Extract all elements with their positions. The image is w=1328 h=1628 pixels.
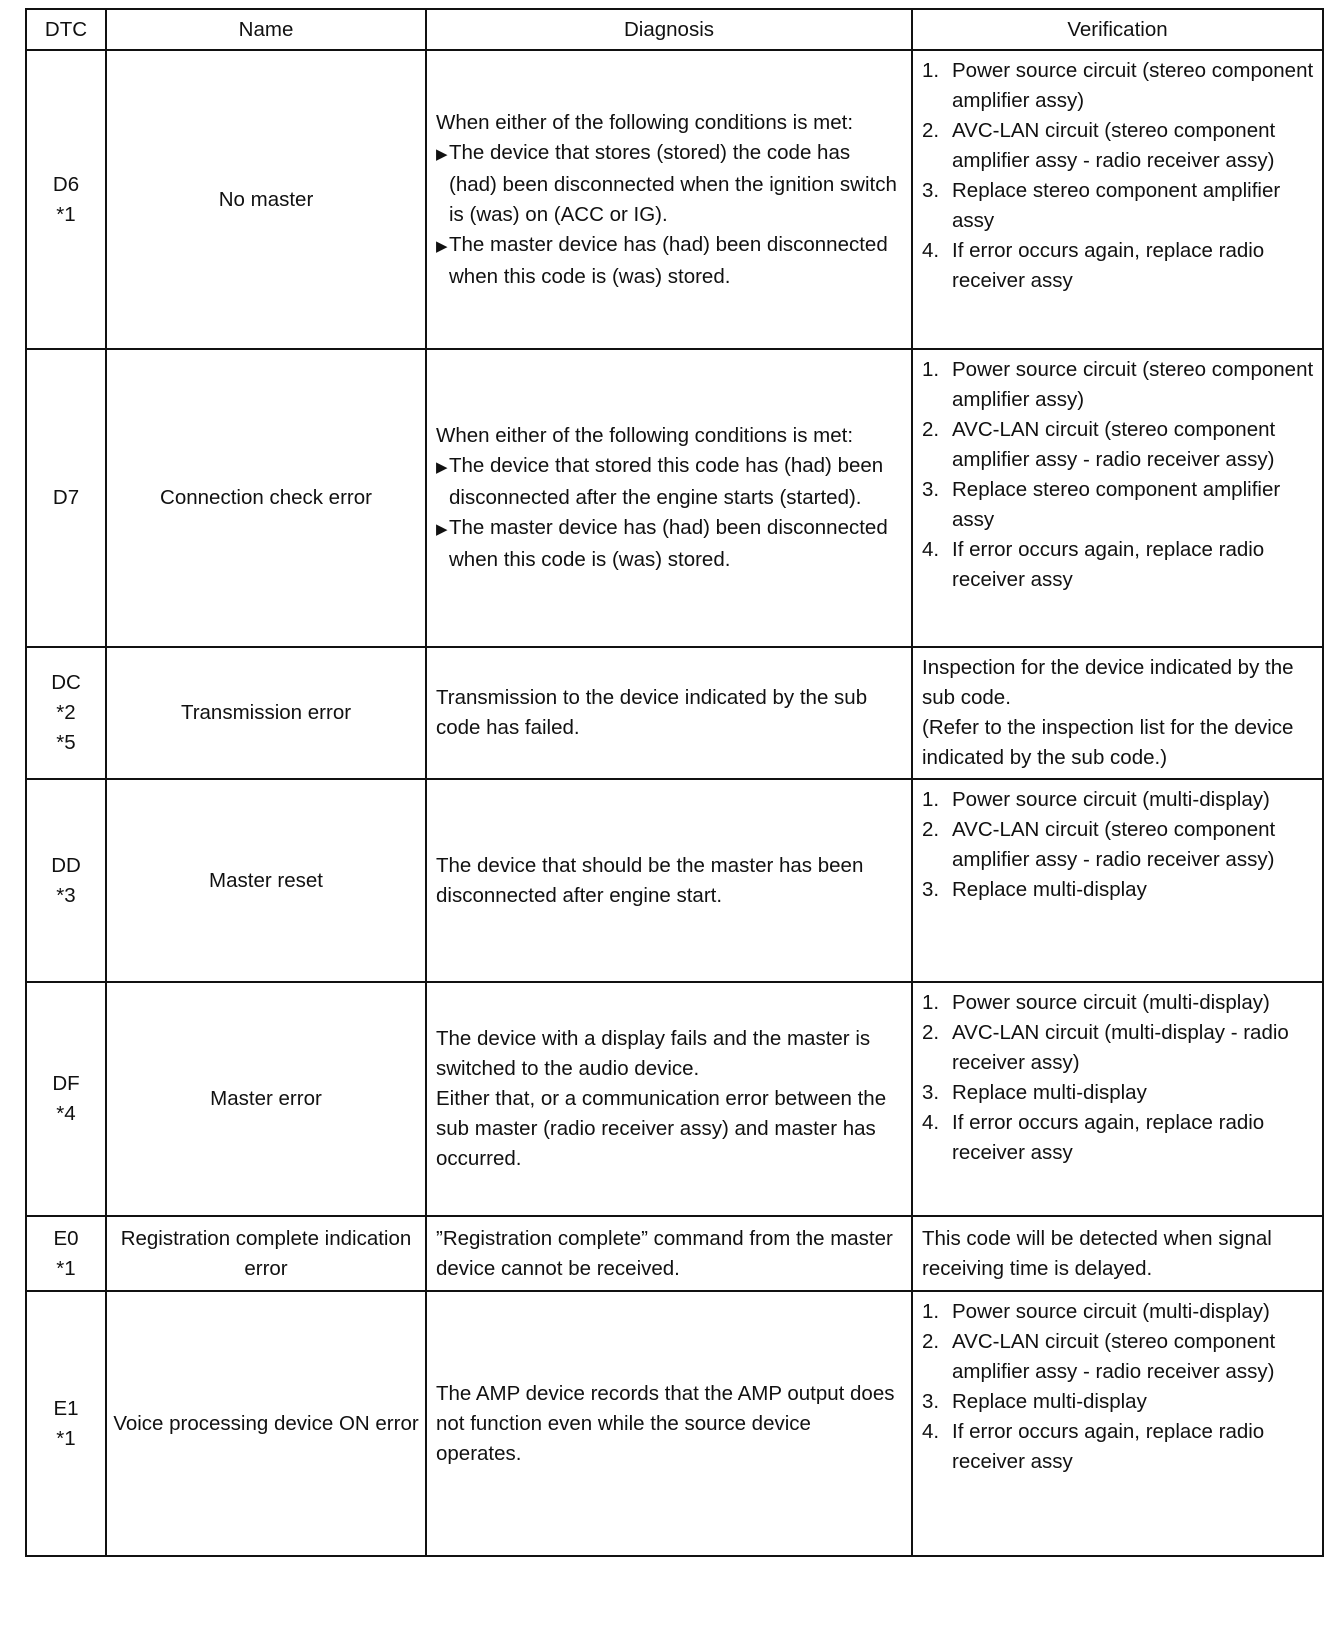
verification-step: 4. If error occurs again, replace radio receiver assy bbox=[922, 538, 1265, 591]
dtc-name: Connection check error bbox=[106, 349, 426, 647]
verification-step: 3. Replace multi-display bbox=[922, 1390, 1147, 1413]
verification-step: 2. AVC-LAN circuit (stereo component amplifier assy - radio receiver assy) bbox=[922, 418, 1276, 471]
diagnosis-cell bbox=[426, 982, 912, 1216]
dtc-name: Master reset bbox=[106, 779, 426, 982]
bullet-arrow-icon: ▶ bbox=[436, 145, 448, 163]
table-row bbox=[26, 1291, 1323, 1556]
verification-step: 3. Replace multi-display bbox=[922, 1081, 1147, 1104]
verification-step: 2. AVC-LAN circuit (stereo component amplifier assy - radio receiver assy) bbox=[922, 119, 1276, 172]
dtc-name: Transmission error bbox=[106, 647, 426, 779]
verification-step: 3. Replace multi-display bbox=[922, 878, 1147, 901]
verification-step: 1. Power source circuit (multi-display) bbox=[922, 788, 1270, 811]
verification-cell bbox=[912, 779, 1323, 982]
diagnosis-text: ”Registration complete” command from the master device cannot be received. bbox=[436, 1226, 893, 1280]
verification-text: This code will be detected when signal receiving time is delayed. bbox=[922, 1226, 1272, 1280]
diagnosis-bullet: ▶The master device has (had) been disconnected when this code is (was) stored. bbox=[436, 516, 888, 571]
diagnosis-bullet: ▶The master device has (had) been disconnected when this code is (was) stored. bbox=[436, 232, 888, 288]
dtc-name: Registration complete indication error bbox=[106, 1216, 426, 1291]
verification-cell bbox=[912, 1291, 1323, 1556]
verification-step: 3. Replace stereo component amplifier assy bbox=[922, 179, 1281, 232]
verification-step: 4. If error occurs again, replace radio receiver assy bbox=[922, 1420, 1265, 1473]
dtc-note: *1 bbox=[56, 1426, 76, 1450]
dtc-note: *3 bbox=[56, 883, 76, 907]
diagnosis-cell bbox=[426, 50, 912, 349]
dtc-code-cell bbox=[26, 50, 106, 349]
dtc-code-cell bbox=[26, 1291, 106, 1556]
verification-step: 4. If error occurs again, replace radio receiver assy bbox=[922, 1111, 1265, 1164]
diagnosis-intro: When either of the following conditions is met: bbox=[436, 110, 854, 134]
table-row bbox=[26, 349, 1323, 647]
dtc-note: *4 bbox=[56, 1102, 76, 1125]
dtc-note: *5 bbox=[56, 731, 76, 754]
dtc-code: D6 bbox=[52, 172, 80, 196]
diagnosis-text: Transmission to the device indicated by the sub code has failed. bbox=[436, 686, 868, 739]
verification-step: 2. AVC-LAN circuit (multi-display - radio receiver assy) bbox=[922, 1021, 1289, 1074]
dtc-name: No master bbox=[106, 50, 426, 349]
dtc-code: DD bbox=[51, 853, 81, 877]
verification-step: 1. Power source circuit (multi-display) bbox=[922, 991, 1270, 1014]
table-row bbox=[26, 1216, 1323, 1291]
diagnosis-cell bbox=[426, 1291, 912, 1556]
dtc-note: *1 bbox=[56, 202, 76, 226]
dtc-code-cell bbox=[26, 779, 106, 982]
verification-text: (Refer to the inspection list for the device indicated by the sub code.) bbox=[922, 716, 1294, 769]
dtc-code: D7 bbox=[52, 486, 80, 509]
table-row bbox=[26, 647, 1323, 779]
verification-cell bbox=[912, 50, 1323, 349]
header-dtc: DTC bbox=[26, 9, 106, 50]
verification-cell bbox=[912, 647, 1323, 779]
verification-text: Inspection for the device indicated by the sub code. bbox=[922, 656, 1294, 709]
dtc-code: E1 bbox=[53, 1396, 79, 1420]
dtc-table bbox=[25, 8, 1324, 1557]
diagnosis-text: Either that, or a communication error between the sub master (radio receiver assy) and master has occurred. bbox=[436, 1087, 887, 1170]
dtc-code-cell bbox=[26, 982, 106, 1216]
verification-step: 2. AVC-LAN circuit (stereo component amplifier assy - radio receiver assy) bbox=[922, 1330, 1276, 1383]
header-name: Name bbox=[106, 9, 426, 50]
diagnosis-cell bbox=[426, 647, 912, 779]
verification-step: 3. Replace stereo component amplifier assy bbox=[922, 478, 1281, 531]
table-row bbox=[26, 779, 1323, 982]
verification-step: 1. Power source circuit (stereo component amplifier assy) bbox=[922, 358, 1314, 411]
diagnosis-bullet: ▶The device that stored this code has (had) been disconnected after the engine starts (started). bbox=[436, 454, 884, 509]
diagnosis-text: The AMP device records that the AMP output does not function even while the source device operates. bbox=[436, 1381, 895, 1465]
dtc-code-cell bbox=[26, 1216, 106, 1291]
verification-cell bbox=[912, 982, 1323, 1216]
bullet-arrow-icon: ▶ bbox=[436, 459, 448, 476]
diagnosis-intro: When either of the following conditions is met: bbox=[436, 424, 854, 447]
diagnosis-cell bbox=[426, 349, 912, 647]
table-row bbox=[26, 50, 1323, 349]
header-verification: Verification bbox=[912, 9, 1323, 50]
table-row bbox=[26, 982, 1323, 1216]
bullet-arrow-icon: ▶ bbox=[436, 237, 448, 255]
dtc-note: *1 bbox=[56, 1256, 76, 1280]
verification-step: 1. Power source circuit (multi-display) bbox=[922, 1300, 1270, 1323]
verification-step: 1. Power source circuit (stereo component amplifier assy) bbox=[922, 59, 1314, 112]
dtc-name: Voice processing device ON error bbox=[106, 1291, 426, 1556]
dtc-code: DF bbox=[52, 1072, 80, 1095]
verification-step: 2. AVC-LAN circuit (stereo component amplifier assy - radio receiver assy) bbox=[922, 818, 1276, 871]
dtc-note: *2 bbox=[56, 701, 76, 724]
verification-step: 4. If error occurs again, replace radio receiver assy bbox=[922, 239, 1265, 292]
diagnosis-text: The device that should be the master has been disconnected after engine start. bbox=[436, 853, 864, 907]
diagnosis-cell bbox=[426, 1216, 912, 1291]
diagnosis-text: The device with a display fails and the master is switched to the audio device. bbox=[436, 1027, 871, 1080]
bullet-arrow-icon: ▶ bbox=[436, 521, 448, 538]
dtc-code: E0 bbox=[53, 1226, 79, 1250]
dtc-code-cell bbox=[26, 647, 106, 779]
dtc-code-cell bbox=[26, 349, 106, 647]
header-diagnosis: Diagnosis bbox=[426, 9, 912, 50]
diagnosis-bullet: ▶The device that stores (stored) the code has (had) been disconnected when the ignition switch is (was) on (ACC or IG). bbox=[436, 140, 897, 226]
dtc-code: DC bbox=[51, 671, 81, 694]
verification-cell bbox=[912, 349, 1323, 647]
dtc-name: Master error bbox=[106, 982, 426, 1216]
diagnosis-cell bbox=[426, 779, 912, 982]
header-row bbox=[26, 9, 1323, 50]
verification-cell bbox=[912, 1216, 1323, 1291]
